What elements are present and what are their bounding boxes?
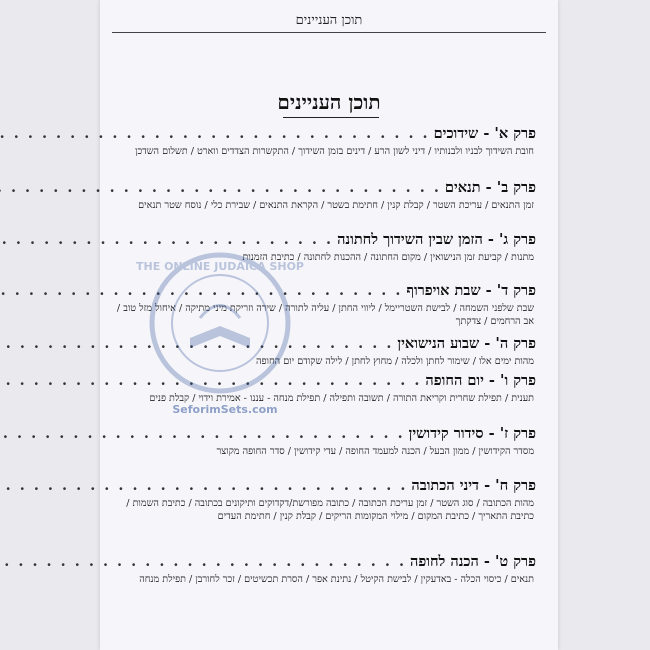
chapter-title: - יום החופה: [425, 372, 495, 389]
header-rule: [112, 32, 546, 33]
chapter-subtopics: שבת שלפני השמחה / לבישת השטריימל / ליווי החתן / עליה לתורה / שירה וזריקת מיני מתיקה / איחול מזל טוב / אב הרחמים / צדקתך: [116, 303, 534, 327]
toc-entry[interactable]: [116, 372, 536, 405]
chapter-title: - שבת אויפרוף: [406, 282, 492, 299]
page-title: תוכן העניינים: [277, 90, 381, 114]
title-underline: [283, 117, 379, 118]
chapter-number: פרק ד': [496, 282, 536, 299]
toc-entry[interactable]: [116, 335, 536, 368]
chapter-title: - שבוע הנישואין: [397, 335, 491, 352]
toc-entry[interactable]: [116, 425, 536, 458]
dot-leader: [0, 372, 421, 389]
dot-leader: [0, 553, 406, 570]
dot-leader: [0, 282, 402, 299]
chapter-title: - תנאים: [444, 179, 492, 196]
chapter-number: פרק א': [494, 125, 536, 142]
dot-leader: [0, 425, 405, 442]
toc-entry[interactable]: [116, 477, 536, 523]
chapter-title: - סידור קידושין: [408, 425, 495, 442]
dot-leader: [0, 335, 393, 352]
chapter-title: - שידוכים: [433, 125, 490, 142]
chapter-number: פרק ב': [496, 179, 536, 196]
toc-entry[interactable]: [116, 553, 536, 586]
chapter-title: - הזמן שבין השידוך לחתונה: [337, 231, 494, 248]
dot-leader: [0, 231, 333, 248]
chapter-subtopics: זמן התנאים / עריכת השטר / קבלת קנין / חתימת בשטר / הקראת התנאים / שבירת כלי / נוסח שטר תנאים: [138, 200, 534, 211]
dot-leader: [0, 179, 441, 196]
dot-leader: [0, 125, 430, 142]
chapter-number: פרק ג': [498, 231, 536, 248]
book-page: [100, 0, 558, 650]
chapter-subtopics: מתנות / קביעת זמן הנישואין / מקום החתונה / ההכנות לחתונה / כתיבת הזמנות: [242, 252, 534, 263]
chapter-number: פרק ז': [499, 425, 536, 442]
toc-entry[interactable]: [116, 179, 536, 212]
toc-entry[interactable]: [116, 231, 536, 264]
chapter-subtopics: תנאים / כיסוי הכלה - באדעקין / לבישת הקיטל / נתינת אפר / הסרת תכשיטים / זכר לחורבן / תפילת מנחה: [139, 574, 534, 585]
toc-entry[interactable]: [116, 125, 536, 158]
chapter-subtopics: מהות ימים אלו / שימור לחתן ולכלה / מחוץ לחתן / לילה שקודם יום החופה: [256, 356, 534, 367]
chapter-number: פרק ט': [494, 553, 536, 570]
chapter-subtopics: חובת השידוך לבניו ולבנותיו / דיני לשון הרע / דינים בזמן השידוך / התקשרות הצדדים ווארט / תשלום השדכן: [135, 146, 534, 157]
chapter-number: פרק ח': [495, 477, 536, 494]
chapter-subtopics: מסדר הקידושין / ממון הבעל / הכנה למעמד החופה / עדי קידושין / סדר החופה מקוצר: [216, 446, 534, 457]
dot-leader: [0, 477, 407, 494]
chapter-number: פרק ה': [495, 335, 536, 352]
toc-entry[interactable]: [116, 282, 536, 328]
chapter-subtopics: מהות הכתובה / סוג השטר / זמן עריכת הכתובה / כתובה מפורשת/דקדוקים ותיקונים בכתובה / כתיבת השמות / כתיבת התאריך / כתיבת המקום / מילוי המקומות הריקים / קבלת קנין / חתימת העדים: [126, 498, 534, 522]
chapter-number: פרק ו': [500, 372, 536, 389]
running-head: תוכן העניינים: [295, 13, 363, 28]
chapter-title: - דיני הכתובה: [411, 477, 491, 494]
chapter-subtopics: תענית / תפילת שחרית וקריאת התורה / תשובה ותפילה / תפילת מנחה - עננו - אמירת וידוי / קבלת פנים: [149, 393, 534, 404]
chapter-title: - הכנה לחופה: [410, 553, 490, 570]
watermark-site-text: SeforimSets.com: [172, 403, 278, 416]
watermark-ring-text: THE ONLINE JUDAICA SHOP: [136, 260, 304, 273]
